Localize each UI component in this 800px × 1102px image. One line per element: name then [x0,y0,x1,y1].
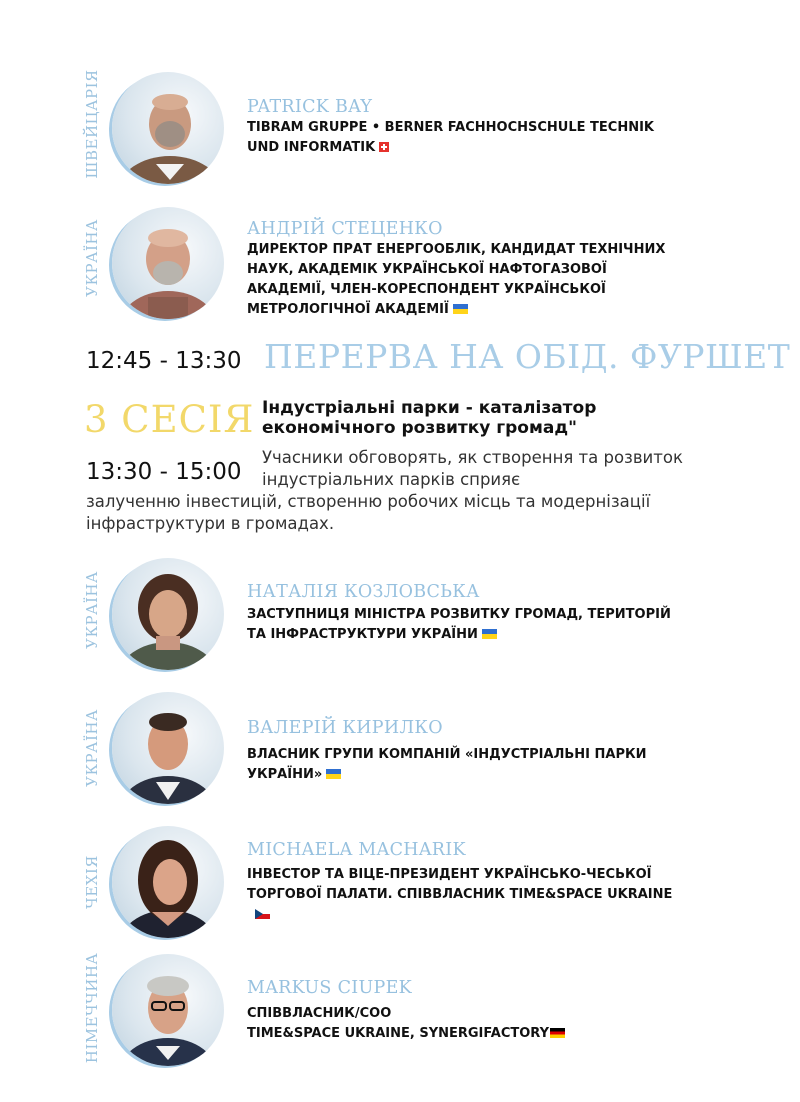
break-title: ПЕРЕРВА НА ОБІД. ФУРШЕТ [264,337,791,376]
avatar [112,207,224,319]
country-label: УКРАЇНА [83,571,101,649]
session-description: Учасники обговорять, як створення та розвиток індустріальних парків сприяє [262,448,683,489]
speaker-role: ЗАСТУПНИЦЯ МІНІСТРА РОЗВИТКУ ГРОМАД, ТЕРИТОРІЙ ТА ІНФРАСТРУКТУРИ УКРАЇНИ [247,607,671,642]
speaker-name: PATRICK BAY [247,97,373,117]
avatar [112,954,224,1066]
speaker-role [247,1004,687,1044]
flag-switzerland-icon [379,142,389,152]
speaker-role-line: СПІВВЛАСНИК/COO [247,1006,392,1021]
speaker-role-line: TIME&SPACE UKRAINE, SYNERGIFACTORY [247,1026,550,1041]
avatar [112,72,224,184]
session-label: 3 СЕСІЯ [84,398,255,441]
speaker-role: TIBRAM GRUPPE • BERNER FACHHOCHSCHULE TECHNIK UND INFORMATIK [247,120,654,155]
country-label: ЧЕХІЯ [83,855,101,909]
break-time: 12:45 - 13:30 [86,348,242,374]
session-description-continued: залученню інвестицій, створенню робочих місць та модернізації інфраструктури в громадах. [86,492,651,533]
flag-ukraine-icon [453,304,468,314]
flag-ukraine-icon [482,629,497,639]
country-label: ШВЕЙЦАРІЯ [83,69,101,179]
speaker-name: НАТАЛІЯ КОЗЛОВСЬКА [247,582,480,602]
country-label: НІМЕЧЧИНА [83,952,101,1064]
speaker-role: ВЛАСНИК ГРУПИ КОМПАНІЙ «ІНДУСТРІАЛЬНІ ПАРКИ УКРАЇНИ» [247,747,647,782]
flag-ukraine-icon [326,769,341,779]
flag-germany-icon [550,1028,565,1038]
session-time: 13:30 - 15:00 [86,459,242,485]
speaker-role: ІНВЕСТОР ТА ВІЦЕ-ПРЕЗИДЕНТ УКРАЇНСЬКО-ЧЕСЬКОЇ ТОРГОВОЇ ПАЛАТИ. СПІВВЛАСНИК TIME&SPACE UKRAINE [247,865,687,925]
avatar [112,692,224,804]
session-title: Індустріальні парки - каталізатор економічного розвитку громад" [262,398,597,438]
avatar [112,558,224,670]
avatar [112,826,224,938]
speaker-name: MARKUS CIUPEK [247,978,413,998]
country-label: УКРАЇНА [83,219,101,297]
speaker-name: АНДРІЙ СТЕЦЕНКО [247,219,443,239]
flag-czechia-icon [255,909,270,919]
country-label: УКРАЇНА [83,709,101,787]
speaker-name: ВАЛЕРІЙ КИРИЛКО [247,718,443,738]
speaker-role: ДИРЕКТОР ПРАТ ЕНЕРГООБЛІК, КАНДИДАТ ТЕХНІЧНИХ НАУК, АКАДЕМІК УКРАЇНСЬКОЇ НАФТОГАЗОВОЇ АКАДЕМІЇ, ЧЛЕН-КОРЕСПОНДЕНТ УКРАЇНСЬКОЇ МЕТРОЛОГІЧНОЇ АКАДЕМІЇ [247,242,666,317]
speaker-name: MICHAELA MACHARIK [247,840,466,860]
